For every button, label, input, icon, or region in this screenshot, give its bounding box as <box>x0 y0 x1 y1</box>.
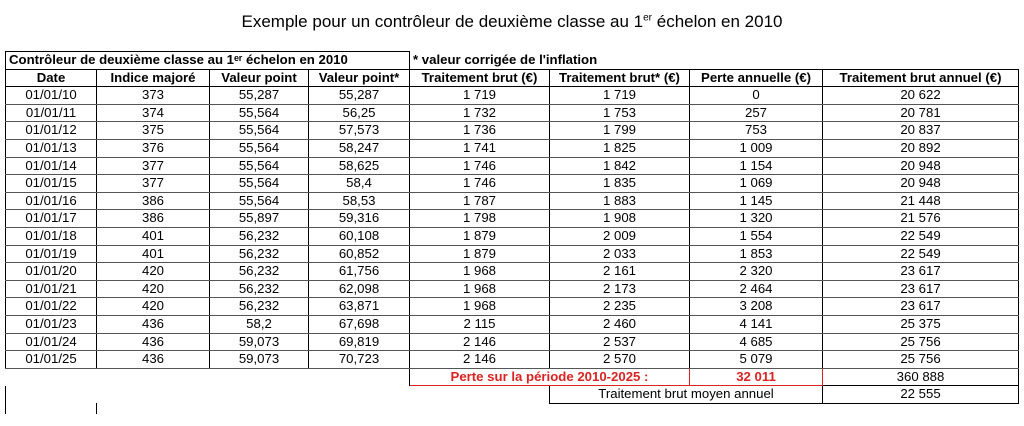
table-cell: 373 <box>97 87 210 105</box>
table-cell: 1 719 <box>410 87 550 105</box>
table-cell: 20 948 <box>823 157 1019 175</box>
table-cell: 56,25 <box>309 104 410 122</box>
table-cell: 1 732 <box>410 104 550 122</box>
table-cell: 1 842 <box>550 157 690 175</box>
table-cell: 5 079 <box>690 351 823 369</box>
table-cell: 01/01/11 <box>6 104 97 122</box>
table-cell: 1 798 <box>410 210 550 228</box>
table-row <box>6 333 1019 351</box>
table-cell: 420 <box>97 263 210 281</box>
table-cell: 22 549 <box>823 245 1019 263</box>
total-annual-value: 360 888 <box>823 368 1019 386</box>
table-cell: 01/01/25 <box>6 351 97 369</box>
table-cell: 0 <box>690 87 823 105</box>
column-header: Valeur point <box>210 69 309 87</box>
table-cell: 1 145 <box>690 192 823 210</box>
table-cell: 58,4 <box>309 175 410 193</box>
column-header: Perte annuelle (€) <box>690 69 823 87</box>
table-cell: 1 883 <box>550 192 690 210</box>
table-cell: 20 781 <box>823 104 1019 122</box>
table-cell: 753 <box>690 122 823 140</box>
table-cell: 1 968 <box>410 263 550 281</box>
table-cell: 1 320 <box>690 210 823 228</box>
table-cell: 62,098 <box>309 280 410 298</box>
table-cell: 01/01/16 <box>6 192 97 210</box>
table-cell: 55,564 <box>210 157 309 175</box>
table-cell: 2 537 <box>550 333 690 351</box>
table-row <box>6 315 1019 333</box>
table-cell: 1 554 <box>690 227 823 245</box>
table-cell: 21 576 <box>823 210 1019 228</box>
table-cell: 2 033 <box>550 245 690 263</box>
table-cell: 1 746 <box>410 175 550 193</box>
table-cell: 61,756 <box>309 263 410 281</box>
table-cell: 20 948 <box>823 175 1019 193</box>
table-cell: 386 <box>97 192 210 210</box>
table-cell: 01/01/12 <box>6 122 97 140</box>
table-cell: 01/01/24 <box>6 333 97 351</box>
table-cell: 67,698 <box>309 315 410 333</box>
column-header: Traitement brut* (€) <box>550 69 690 87</box>
table-cell: 55,287 <box>210 87 309 105</box>
table-cell: 2 235 <box>550 298 690 316</box>
table-cell: 01/01/22 <box>6 298 97 316</box>
table-cell: 375 <box>97 122 210 140</box>
table-cell: 01/01/21 <box>6 280 97 298</box>
table-cell: 58,625 <box>309 157 410 175</box>
column-header: Traitement brut annuel (€) <box>823 69 1019 87</box>
table-cell: 55,897 <box>210 210 309 228</box>
table-cell: 2 146 <box>410 351 550 369</box>
table-row <box>6 280 1019 298</box>
table-cell: 436 <box>97 351 210 369</box>
table-cell: 60,852 <box>309 245 410 263</box>
table-cell: 01/01/17 <box>6 210 97 228</box>
table-cell: 1 787 <box>410 192 550 210</box>
table-cell: 25 756 <box>823 351 1019 369</box>
table-row <box>6 351 1019 369</box>
table-cell: 21 448 <box>823 192 1019 210</box>
table-cell: 2 115 <box>410 315 550 333</box>
table-cell: 56,232 <box>210 280 309 298</box>
table-cell: 257 <box>690 104 823 122</box>
table-row <box>6 227 1019 245</box>
table-cell: 59,073 <box>210 351 309 369</box>
table-row <box>6 298 1019 316</box>
inflation-note: * valeur corrigée de l'inflation <box>410 52 1019 70</box>
table-cell: 60,108 <box>309 227 410 245</box>
table-cell: 01/01/20 <box>6 263 97 281</box>
table-cell: 01/01/18 <box>6 227 97 245</box>
table-cell: 55,564 <box>210 192 309 210</box>
table-caption: Contrôleur de deuxième classe au 1ᵉʳ échelon en 2010 <box>6 52 410 70</box>
table-cell: 1 753 <box>550 104 690 122</box>
table-cell: 1 009 <box>690 139 823 157</box>
average-row <box>6 386 1019 404</box>
table-cell: 2 320 <box>690 263 823 281</box>
table-cell: 59,073 <box>210 333 309 351</box>
table-cell: 1 069 <box>690 175 823 193</box>
table-row <box>6 263 1019 281</box>
table-cell: 56,232 <box>210 227 309 245</box>
table-cell: 1 746 <box>410 157 550 175</box>
table-cell: 20 622 <box>823 87 1019 105</box>
salary-table <box>5 51 1019 414</box>
table-cell: 1 908 <box>550 210 690 228</box>
table-header-row <box>6 69 1019 87</box>
table-row <box>6 210 1019 228</box>
table-cell: 1 825 <box>550 139 690 157</box>
table-cell: 58,2 <box>210 315 309 333</box>
table-cell: 2 009 <box>550 227 690 245</box>
average-label: Traitement brut moyen annuel <box>550 386 823 404</box>
table-cell: 20 837 <box>823 122 1019 140</box>
table-row <box>6 245 1019 263</box>
table-cell: 01/01/19 <box>6 245 97 263</box>
table-cell: 57,573 <box>309 122 410 140</box>
table-row <box>6 122 1019 140</box>
table-cell: 01/01/15 <box>6 175 97 193</box>
column-header: Date <box>6 69 97 87</box>
table-cell: 01/01/23 <box>6 315 97 333</box>
table-cell: 55,287 <box>309 87 410 105</box>
table-cell: 2 464 <box>690 280 823 298</box>
table-cell: 55,564 <box>210 104 309 122</box>
loss-period-value: 32 011 <box>690 368 823 386</box>
table-cell: 01/01/14 <box>6 157 97 175</box>
table-cell: 2 161 <box>550 263 690 281</box>
table-cell: 1 719 <box>550 87 690 105</box>
table-cell: 436 <box>97 315 210 333</box>
table-cell: 2 460 <box>550 315 690 333</box>
table-cell: 56,232 <box>210 245 309 263</box>
table-cell: 22 549 <box>823 227 1019 245</box>
table-cell: 420 <box>97 280 210 298</box>
table-tail-row <box>6 403 1019 414</box>
table-cell: 374 <box>97 104 210 122</box>
table-cell: 58,247 <box>309 139 410 157</box>
table-row <box>6 139 1019 157</box>
table-cell: 377 <box>97 157 210 175</box>
table-cell: 23 617 <box>823 280 1019 298</box>
table-cell: 377 <box>97 175 210 193</box>
loss-summary-row <box>6 368 1019 386</box>
table-cell: 3 208 <box>690 298 823 316</box>
table-cell: 4 685 <box>690 333 823 351</box>
table-cell: 1 736 <box>410 122 550 140</box>
table-cell: 69,819 <box>309 333 410 351</box>
table-cell: 20 892 <box>823 139 1019 157</box>
table-cell: 56,232 <box>210 298 309 316</box>
table-cell: 1 879 <box>410 245 550 263</box>
column-header: Traitement brut (€) <box>410 69 550 87</box>
table-cell: 401 <box>97 245 210 263</box>
table-cell: 1 853 <box>690 245 823 263</box>
table-row <box>6 192 1019 210</box>
table-row <box>6 87 1019 105</box>
table-cell: 01/01/13 <box>6 139 97 157</box>
document-title: Exemple pour un contrôleur de deuxième classe au 1er échelon en 2010 <box>241 12 783 31</box>
column-header: Valeur point* <box>309 69 410 87</box>
table-row <box>6 157 1019 175</box>
table-cell: 386 <box>97 210 210 228</box>
table-cell: 59,316 <box>309 210 410 228</box>
table-cell: 2 173 <box>550 280 690 298</box>
table-cell: 2 570 <box>550 351 690 369</box>
table-cell: 1 799 <box>550 122 690 140</box>
table-cell: 25 756 <box>823 333 1019 351</box>
table-cell: 70,723 <box>309 351 410 369</box>
table-cell: 1 968 <box>410 280 550 298</box>
table-cell: 376 <box>97 139 210 157</box>
table-cell: 01/01/10 <box>6 87 97 105</box>
table-cell: 420 <box>97 298 210 316</box>
table-cell: 55,564 <box>210 122 309 140</box>
table-cell: 1 835 <box>550 175 690 193</box>
table-cell: 25 375 <box>823 315 1019 333</box>
table-cell: 1 879 <box>410 227 550 245</box>
table-cell: 436 <box>97 333 210 351</box>
table-caption-row <box>6 52 1019 70</box>
table-cell: 55,564 <box>210 139 309 157</box>
table-cell: 63,871 <box>309 298 410 316</box>
table-cell: 1 154 <box>690 157 823 175</box>
average-value: 22 555 <box>823 386 1019 404</box>
table-row <box>6 104 1019 122</box>
table-cell: 4 141 <box>690 315 823 333</box>
table-cell: 1 968 <box>410 298 550 316</box>
table-cell: 58,53 <box>309 192 410 210</box>
column-header: Indice majoré <box>97 69 210 87</box>
table-cell: 23 617 <box>823 298 1019 316</box>
loss-period-label: Perte sur la période 2010-2025 : <box>410 368 690 386</box>
table-cell: 401 <box>97 227 210 245</box>
table-cell: 2 146 <box>410 333 550 351</box>
table-cell: 55,564 <box>210 175 309 193</box>
table-cell: 1 741 <box>410 139 550 157</box>
table-cell: 56,232 <box>210 263 309 281</box>
table-row <box>6 175 1019 193</box>
table-cell: 23 617 <box>823 263 1019 281</box>
